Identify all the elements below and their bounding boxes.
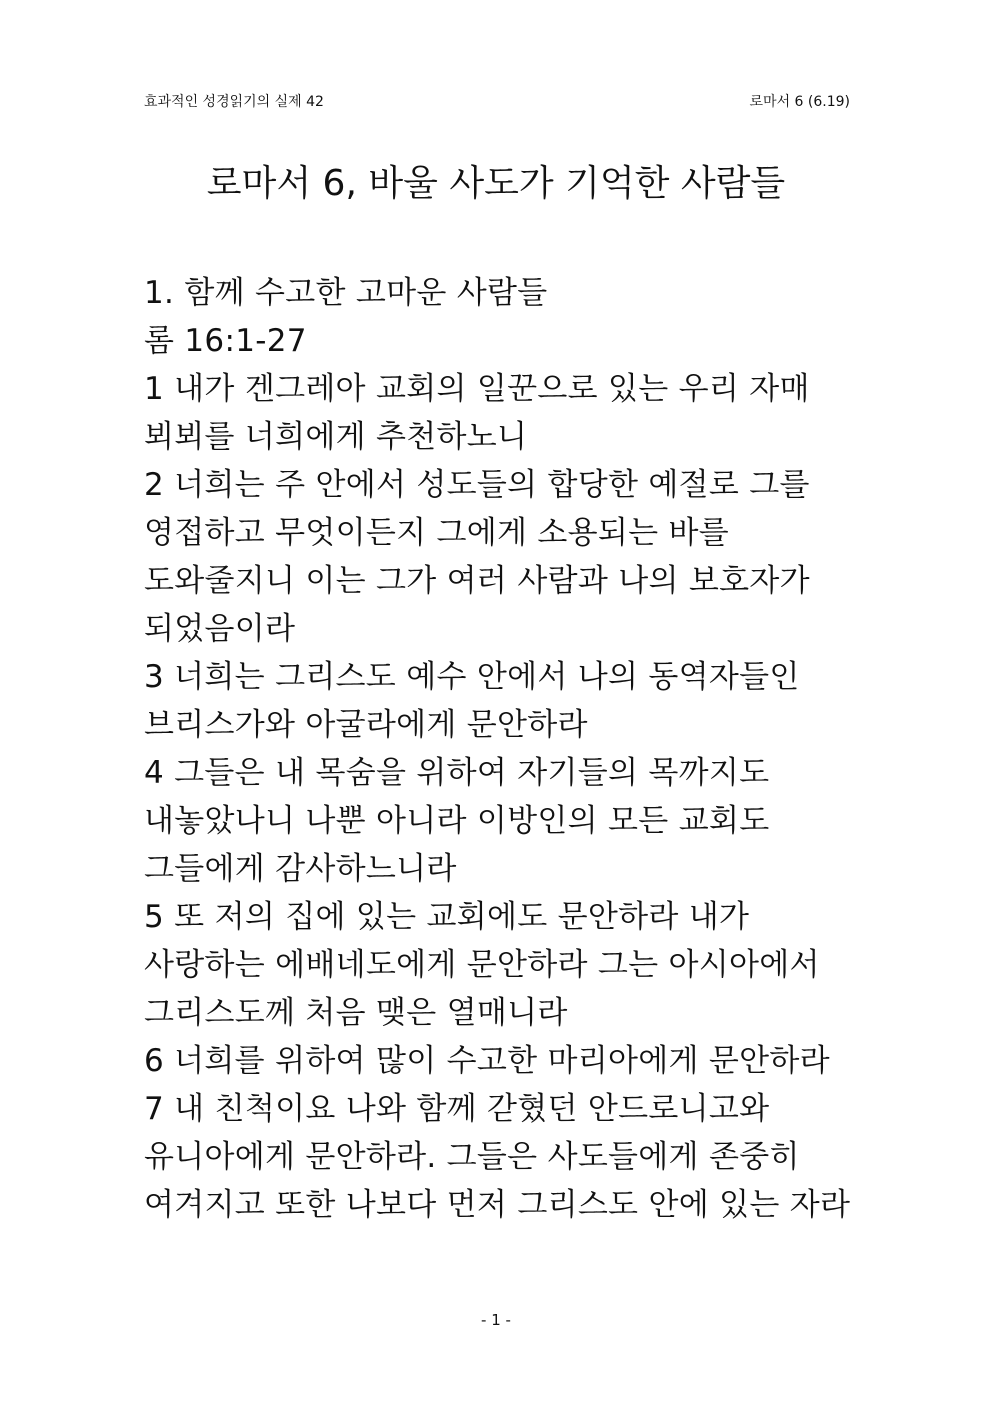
body-text xyxy=(144,269,851,1229)
text-line: 1 내가 겐그레아 교회의 일꾼으로 있는 우리 자매 xyxy=(144,371,810,407)
text-line: 영접하고 무엇이든지 그에게 소용되는 바를 xyxy=(144,515,730,551)
text-line: 유니아에게 문안하라. 그들은 사도들에게 존중히 xyxy=(144,1139,800,1175)
text-line: 내놓았나니 나뿐 아니라 이방인의 모든 교회도 xyxy=(144,803,770,839)
text-line: 2 너희는 주 안에서 성도들의 합당한 예절로 그를 xyxy=(144,467,810,503)
text-line: 3 너희는 그리스도 예수 안에서 나의 동역자들인 xyxy=(144,659,800,695)
header-right: 로마서 6 (6.19) xyxy=(749,94,850,110)
scripture-reference: 롬 16:1-27 xyxy=(144,323,307,359)
text-line: 뵈뵈를 너희에게 추천하노니 xyxy=(144,419,528,455)
section-heading: 1. 함께 수고한 고마운 사람들 xyxy=(144,275,548,311)
text-line: 5 또 저의 집에 있는 교회에도 문안하라 내가 xyxy=(144,899,750,935)
text-line: 브리스가와 아굴라에게 문안하라 xyxy=(144,707,588,743)
text-line: 여겨지고 또한 나보다 먼저 그리스도 안에 있는 자라 xyxy=(144,1187,851,1223)
text-line: 4 그들은 내 목숨을 위하여 자기들의 목까지도 xyxy=(144,755,770,791)
text-line: 6 너희를 위하여 많이 수고한 마리아에게 문안하라 xyxy=(144,1043,830,1079)
text-line: 사랑하는 에배네도에게 문안하라 그는 아시아에서 xyxy=(144,947,820,983)
text-line: 그리스도께 처음 맺은 열매니라 xyxy=(144,995,568,1031)
text-line: 그들에게 감사하느니라 xyxy=(144,851,457,887)
page-title: 로마서 6, 바울 사도가 기억한 사람들 xyxy=(206,163,786,204)
header-left: 효과적인 성경읽기의 실제 42 xyxy=(144,94,324,110)
text-line: 7 내 친척이요 나와 함께 갇혔던 안드로니고와 xyxy=(144,1091,770,1127)
text-line: 되었음이라 xyxy=(144,611,296,647)
text-line: 도와줄지니 이는 그가 여러 사람과 나의 보호자가 xyxy=(144,563,810,599)
page-number: - 1 - xyxy=(481,1311,511,1329)
